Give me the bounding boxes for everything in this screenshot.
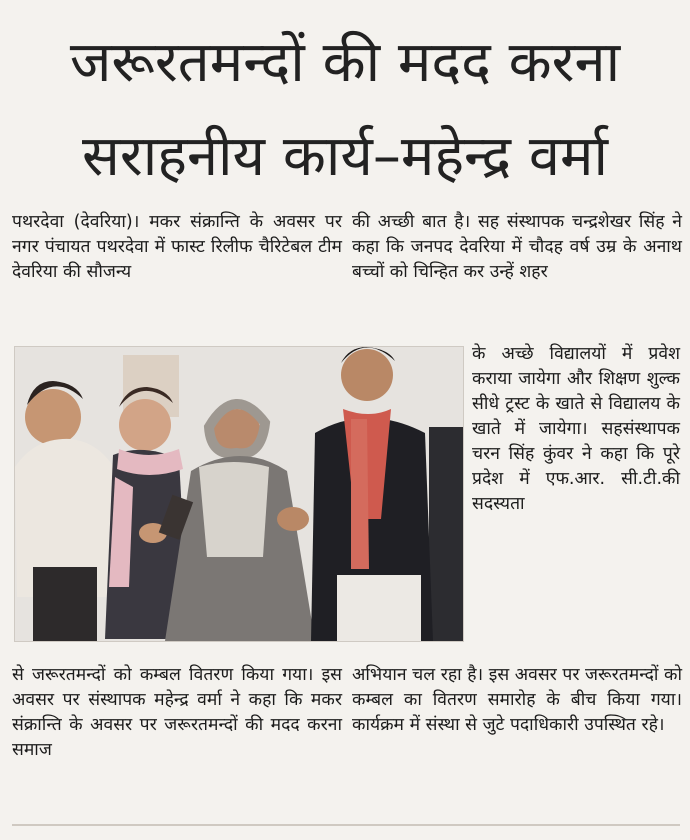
article-column-2-middle xyxy=(472,342,680,517)
headline-line-2: सराहनीय कार्य–महेन्द्र वर्मा xyxy=(81,124,609,189)
article-column-1-top xyxy=(12,210,342,285)
article-paragraph: से जरूरतमन्दों को कम्बल वितरण किया गया। इस अवसर पर संस्थापक महेन्द्र वर्मा ने कहा कि मकर संक्रान्ति के अवसर पर जरूरतमन्दों की मदद करना समाज xyxy=(12,665,342,760)
article-paragraph: के अच्छे विद्यालयों में प्रवेश कराया जायेगा और शिक्षण शुल्क सीधे ट्रस्ट के खाते से विद्यालय के खाते में जायेगा। सहसंस्थापक चरन सिंह कुंवर ने कहा कि पूरे प्रदेश में एफ.आर. सी.टी.की सदस्यता xyxy=(472,344,680,514)
article-paragraph: अभियान चल रहा है। इस अवसर पर जरूरतमन्दों को कम्बल का वितरण समारोह के बीच किया गया। कार्यक्रम में संस्था से जुटे पदाधिकारी उपस्थित रहे। xyxy=(352,665,682,735)
article-column-2-bottom xyxy=(352,663,682,738)
news-photo xyxy=(14,346,464,642)
photo-illustration xyxy=(15,347,463,641)
bottom-divider xyxy=(12,824,680,826)
article-paragraph: की अच्छी बात है। सह संस्थापक चन्द्रशेखर सिंह ने कहा कि जनपद देवरिया में चौदह वर्ष उम्र के अनाथ बच्चों को चिन्हित कर उन्हें शहर xyxy=(352,212,682,282)
headline-line-1: जरूरतमन्दों की मदद करना xyxy=(69,30,621,95)
article-column-2-top xyxy=(352,210,682,285)
article-column-1-bottom xyxy=(12,663,342,763)
article-paragraph: पथरदेवा (देवरिया)। मकर संक्रान्ति के अवसर पर नगर पंचायत पथरदेवा में फास्ट रिलीफ चैरिटेबल टीम देवरिया की सौजन्य xyxy=(12,212,342,282)
